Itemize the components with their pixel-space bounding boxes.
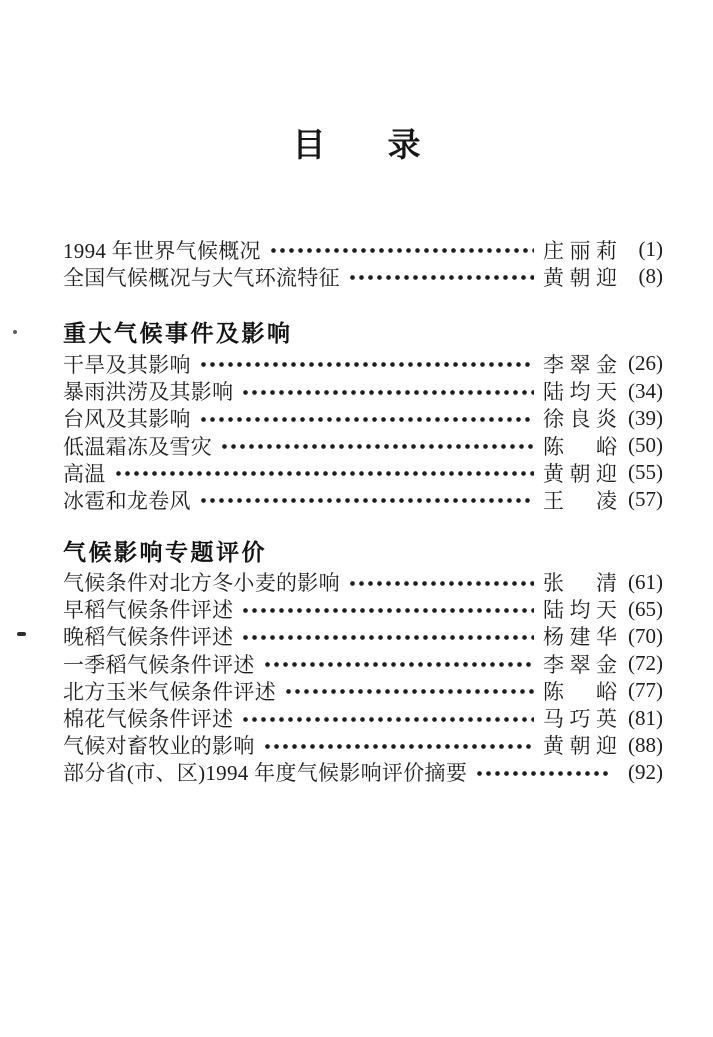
entry-page-number: (77) <box>628 678 663 703</box>
scan-dash-artifact <box>17 632 26 636</box>
entry-page-number: (81) <box>628 705 663 730</box>
toc-entry-row <box>63 236 663 263</box>
dot-leader <box>475 770 608 777</box>
entry-title: 晚稻气候条件评述 <box>63 625 234 650</box>
toc-section <box>63 539 663 787</box>
toc-entry-row <box>63 732 663 759</box>
toc-entry-row <box>63 405 663 432</box>
dot-leader <box>263 743 534 750</box>
entry-page-number: (1) <box>638 237 663 262</box>
entry-author: 黄朝迎 <box>543 461 617 486</box>
entry-page-number: (39) <box>628 405 663 430</box>
section-heading: 气候影响专题评价 <box>63 538 267 565</box>
dot-leader <box>284 688 534 695</box>
entry-page-number: (55) <box>628 460 663 485</box>
toc-entry-row <box>63 263 663 290</box>
entry-title: 台风及其影响 <box>63 407 191 432</box>
dot-leader <box>114 470 534 477</box>
entry-title: 暴雨洪涝及其影响 <box>63 380 234 405</box>
toc-entry-row <box>63 486 663 513</box>
toc-entry-row <box>63 650 663 677</box>
dot-leader <box>348 274 534 281</box>
dot-leader <box>263 661 534 668</box>
entry-author: 陆均天 <box>543 380 617 405</box>
entry-page-number: (65) <box>628 596 663 621</box>
entry-author: 张 清 <box>543 571 617 596</box>
dot-leader <box>199 416 534 423</box>
toc-entry-row <box>63 432 663 459</box>
entry-author: 陈 峪 <box>543 434 617 459</box>
dot-leader <box>241 607 534 614</box>
entry-title: 早稻气候条件评述 <box>63 598 234 623</box>
entry-title: 北方玉米气候条件评述 <box>63 679 276 704</box>
toc-entry-row <box>63 704 663 731</box>
entry-page-number: (50) <box>628 433 663 458</box>
dot-leader <box>348 580 534 587</box>
entry-title: 棉花气候条件评述 <box>63 707 234 732</box>
dot-leader <box>241 716 534 723</box>
dot-leader <box>241 389 534 396</box>
toc-entry-row <box>63 350 663 377</box>
entry-title: 低温霜冻及雪灾 <box>63 434 213 459</box>
entry-author: 李翠金 <box>543 352 617 377</box>
entry-page-number: (70) <box>628 623 663 648</box>
entry-author: 陈 峪 <box>543 679 617 704</box>
toc-entry-row <box>63 459 663 486</box>
entry-page-number: (8) <box>638 264 663 289</box>
entry-title: 气候对畜牧业的影响 <box>63 734 255 759</box>
entry-author: 庄丽莉 <box>543 238 617 263</box>
section-heading: 重大气候事件及影响 <box>63 320 293 347</box>
toc-entry-row <box>63 378 663 405</box>
entry-title: 部分省(市、区)1994 年度气候影响评价摘要 <box>63 761 468 786</box>
entry-author: 黄朝迎 <box>543 734 617 759</box>
entry-title: 高温 <box>63 461 106 486</box>
toc-entry-row <box>63 569 663 596</box>
entry-title: 干旱及其影响 <box>63 352 191 377</box>
entry-title: 1994 年世界气候概况 <box>63 238 261 263</box>
entry-author: 杨建华 <box>543 625 617 650</box>
section-entries <box>63 236 663 290</box>
dot-leader <box>241 634 534 641</box>
entry-title: 冰雹和龙卷风 <box>63 488 191 513</box>
dot-leader <box>199 361 534 368</box>
entry-author: 马巧英 <box>543 707 617 732</box>
entry-author: 黄朝迎 <box>543 265 617 290</box>
toc-entry-row <box>63 677 663 704</box>
toc-list <box>63 236 663 786</box>
entry-page-number: (26) <box>628 351 663 376</box>
toc-entry-row <box>63 759 663 786</box>
entry-author: 徐良炎 <box>543 407 617 432</box>
toc-entry-row <box>63 623 663 650</box>
dot-leader <box>199 497 534 504</box>
entry-title: 一季稻气候条件评述 <box>63 652 255 677</box>
dot-leader <box>220 443 534 450</box>
entry-page-number: (57) <box>628 487 663 512</box>
entry-page-number: (88) <box>628 732 663 757</box>
entry-title: 全国气候概况与大气环流特征 <box>63 265 340 290</box>
dot-leader <box>269 247 534 254</box>
toc-entry-row <box>63 596 663 623</box>
scan-speck-artifact <box>13 330 17 334</box>
entry-page-number: (34) <box>628 378 663 403</box>
page-title-char-2: 录 <box>387 126 421 163</box>
section-entries <box>63 350 663 513</box>
entry-author: 王 凌 <box>543 488 617 513</box>
toc-section <box>63 236 663 290</box>
page-title <box>0 127 713 163</box>
entry-page-number: (92) <box>628 759 663 784</box>
entry-author: 李翠金 <box>543 652 617 677</box>
entry-page-number: (61) <box>628 569 663 594</box>
toc-section <box>63 320 663 513</box>
page-title-char-1: 目 <box>292 126 326 163</box>
section-entries <box>63 569 663 787</box>
entry-page-number: (72) <box>628 651 663 676</box>
entry-title: 气候条件对北方冬小麦的影响 <box>63 571 340 596</box>
entry-author: 陆均天 <box>543 598 617 623</box>
